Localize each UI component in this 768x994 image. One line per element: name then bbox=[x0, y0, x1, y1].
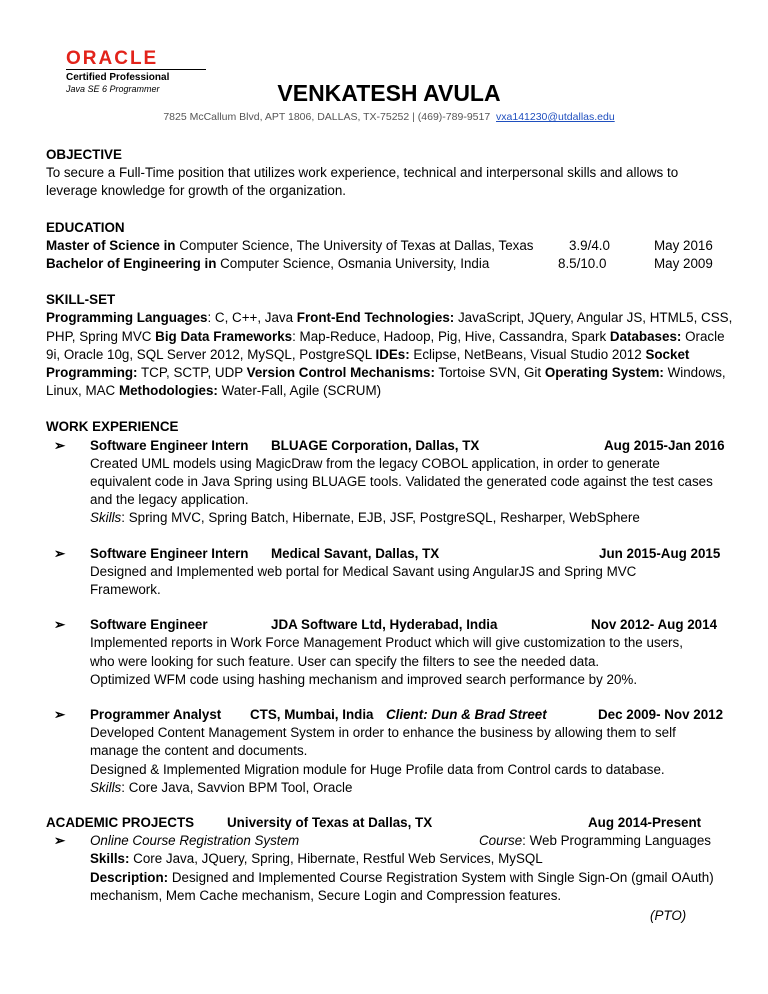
contact-line bbox=[0, 111, 768, 123]
logo-divider bbox=[66, 69, 206, 70]
projects-date: Aug 2014-Present bbox=[588, 815, 702, 830]
project-description-line: mechanism, Mem Cache mechanism, Secure Login and Compression features. bbox=[90, 887, 562, 903]
email-link[interactable]: vxa141230@utdallas.edu bbox=[496, 111, 615, 123]
skills-line bbox=[46, 309, 736, 327]
skill-label: Databases: bbox=[609, 328, 682, 344]
skills-label: Skills bbox=[90, 510, 122, 526]
description-text: Designed and Implemented Course Registration System with Single Sign-On (gmail OAuth) bbox=[168, 869, 714, 885]
work-heading: WORK EXPERIENCE bbox=[46, 419, 179, 435]
education-item bbox=[46, 237, 736, 255]
projects-org: University of Texas at Dallas, TX bbox=[227, 815, 433, 830]
project-description bbox=[46, 869, 736, 887]
course-text: : Web Programming Languages bbox=[522, 833, 711, 849]
resume-body bbox=[46, 146, 736, 923]
job-company: Medical Savant, Dallas, TX bbox=[271, 545, 440, 561]
job-date: Jun 2015-Aug 2015 bbox=[599, 545, 721, 561]
project-skills-label: Skills: bbox=[90, 851, 130, 867]
skill-label: Methodologies: bbox=[118, 383, 218, 399]
skills-text: : Core Java, Savvion BPM Tool, Oracle bbox=[121, 779, 353, 795]
job-line: Designed and Implemented web portal for Medical Savant using AngularJS and Spring MVC bbox=[90, 563, 637, 579]
skill-text: 9i, Oracle 10g, SQL Server 2012, MySQL, PostgreSQL bbox=[46, 346, 376, 362]
job-line: and the legacy application. bbox=[90, 492, 249, 508]
job-line: who were looking for such feature. User can specify the filters to see the needed data. bbox=[90, 653, 600, 669]
job-line: manage the content and documents. bbox=[90, 743, 308, 759]
job-title: Software Engineer bbox=[90, 617, 208, 633]
graduation-date: May 2009 bbox=[654, 256, 713, 271]
skills-line bbox=[46, 382, 736, 400]
gpa: 8.5/10.0 bbox=[558, 256, 607, 271]
job-client: Client: Dun & Brad Street bbox=[386, 707, 547, 722]
job-header bbox=[46, 545, 736, 563]
job-title: Programmer Analyst bbox=[90, 707, 222, 722]
objective-line: leverage knowledge for growth of the organization. bbox=[46, 183, 346, 199]
skill-label: Socket bbox=[645, 346, 690, 362]
bullet-icon: ➢ bbox=[54, 545, 66, 561]
project-skills bbox=[46, 850, 736, 868]
degree-detail: Computer Science, Osmania University, India bbox=[216, 256, 490, 271]
skills-text: : Spring MVC, Spring Batch, Hibernate, EJB, JSF, PostgreSQL, Resharper, WebSphere bbox=[121, 510, 640, 526]
description-label: Description: bbox=[90, 869, 169, 885]
job-line: Developed Content Management System in order to enhance the business by allowing them to self bbox=[90, 725, 676, 741]
skill-label: Front-End Technologies: bbox=[296, 310, 455, 326]
projects-header bbox=[46, 814, 736, 832]
skill-text: : C, C++, Java bbox=[207, 310, 297, 326]
logo-java-text: Java SE 6 Programmer bbox=[66, 84, 160, 94]
project-skills-text: Core Java, JQuery, Spring, Hibernate, Restful Web Services, MySQL bbox=[129, 851, 543, 867]
bullet-icon: ➢ bbox=[54, 833, 66, 849]
project-item bbox=[46, 832, 736, 850]
objective-heading: OBJECTIVE bbox=[46, 147, 122, 162]
skill-text: TCP, SCTP, UDP bbox=[137, 365, 247, 380]
skill-text: Water-Fall, Agile (SCRUM) bbox=[217, 383, 382, 399]
skill-text: Tortoise SVN, Git bbox=[434, 365, 545, 380]
job-title: Software Engineer Intern bbox=[90, 545, 249, 561]
skill-label: Programming Languages bbox=[46, 310, 208, 326]
job-skills bbox=[46, 779, 736, 797]
skill-text: Eclipse, NetBeans, Visual Studio 2012 bbox=[409, 346, 646, 362]
job-header bbox=[46, 706, 736, 724]
skill-label: Programming: bbox=[46, 365, 138, 380]
skills-heading: SKILL-SET bbox=[46, 292, 116, 308]
skill-text: Windows, bbox=[663, 365, 726, 380]
skill-label: Version Control Mechanisms: bbox=[246, 365, 435, 380]
job-header bbox=[46, 437, 736, 455]
skills-label: Skills bbox=[90, 779, 122, 795]
degree: Master of Science in bbox=[46, 237, 176, 253]
bullet-icon: ➢ bbox=[54, 437, 66, 453]
bullet-icon: ➢ bbox=[54, 707, 66, 722]
job-line: Created UML models using MagicDraw from the legacy COBOL application, in order to generate bbox=[90, 455, 660, 471]
projects-heading: ACADEMIC PROJECTS bbox=[46, 815, 195, 830]
skill-text: : Map-Reduce, Hadoop, Pig, Hive, Cassandra, Spark bbox=[292, 328, 610, 344]
bullet-icon: ➢ bbox=[54, 617, 66, 633]
skills-line bbox=[46, 346, 736, 364]
skill-text: Oracle bbox=[681, 328, 725, 344]
skill-text: PHP, Spring MVC bbox=[46, 328, 156, 344]
job-date: Dec 2009- Nov 2012 bbox=[598, 707, 724, 722]
job-date: Aug 2015-Jan 2016 bbox=[604, 437, 725, 453]
contact-address: 7825 McCallum Blvd, APT 1806, DALLAS, TX-75252 | (469)-789-9517 bbox=[163, 111, 491, 123]
logo-certified-text: Certified Professional bbox=[66, 72, 170, 83]
skill-label: Big Data Frameworks bbox=[155, 328, 293, 344]
degree: Bachelor of Engineering in bbox=[46, 256, 217, 271]
skills-line bbox=[46, 364, 736, 382]
skill-text: Linux, MAC bbox=[46, 383, 119, 399]
job-header bbox=[46, 616, 736, 634]
skill-label: Operating System: bbox=[544, 365, 664, 380]
job-line: Optimized WFM code using hashing mechanism and improved search performance by 20%. bbox=[90, 671, 638, 687]
skill-text: JavaScript, JQuery, Angular JS, HTML5, CSS, bbox=[454, 310, 733, 326]
pto-note: (PTO) bbox=[650, 907, 687, 923]
education-heading: EDUCATION bbox=[46, 219, 125, 235]
job-line: Designed & Implemented Migration module for Huge Profile data from Control cards to database. bbox=[90, 761, 665, 777]
job-date: Nov 2012- Aug 2014 bbox=[591, 617, 718, 633]
objective-line: To secure a Full-Time position that utilizes work experience, technical and interpersonal skills and allows to bbox=[46, 165, 679, 181]
graduation-date: May 2016 bbox=[654, 237, 713, 253]
job-line: Framework. bbox=[90, 582, 161, 597]
gpa: 3.9/4.0 bbox=[569, 237, 610, 253]
candidate-name: VENKATESH AVULA bbox=[277, 80, 501, 106]
job-skills bbox=[46, 509, 736, 527]
education-item bbox=[46, 255, 736, 273]
job-line: Implemented reports in Work Force Management Product which will give customization to the users, bbox=[90, 635, 683, 651]
skill-label: IDEs: bbox=[375, 346, 410, 362]
job-line: equivalent code in Java Spring using BLUAGE tools. Validated the generated code against the test cases bbox=[90, 474, 713, 489]
job-company: CTS, Mumbai, India bbox=[250, 707, 374, 722]
job-company: JDA Software Ltd, Hyderabad, India bbox=[271, 617, 498, 633]
project-course bbox=[479, 832, 711, 850]
degree-detail: Computer Science, The University of Texas at Dallas, Texas bbox=[175, 237, 534, 253]
project-name: Online Course Registration System bbox=[90, 833, 300, 849]
course-label: Course bbox=[479, 833, 523, 849]
oracle-brand: ORACLE bbox=[66, 48, 159, 69]
footer-row bbox=[46, 905, 736, 923]
skills-line bbox=[46, 328, 736, 346]
job-title: Software Engineer Intern bbox=[90, 437, 249, 453]
job-company: BLUAGE Corporation, Dallas, TX bbox=[271, 437, 480, 453]
